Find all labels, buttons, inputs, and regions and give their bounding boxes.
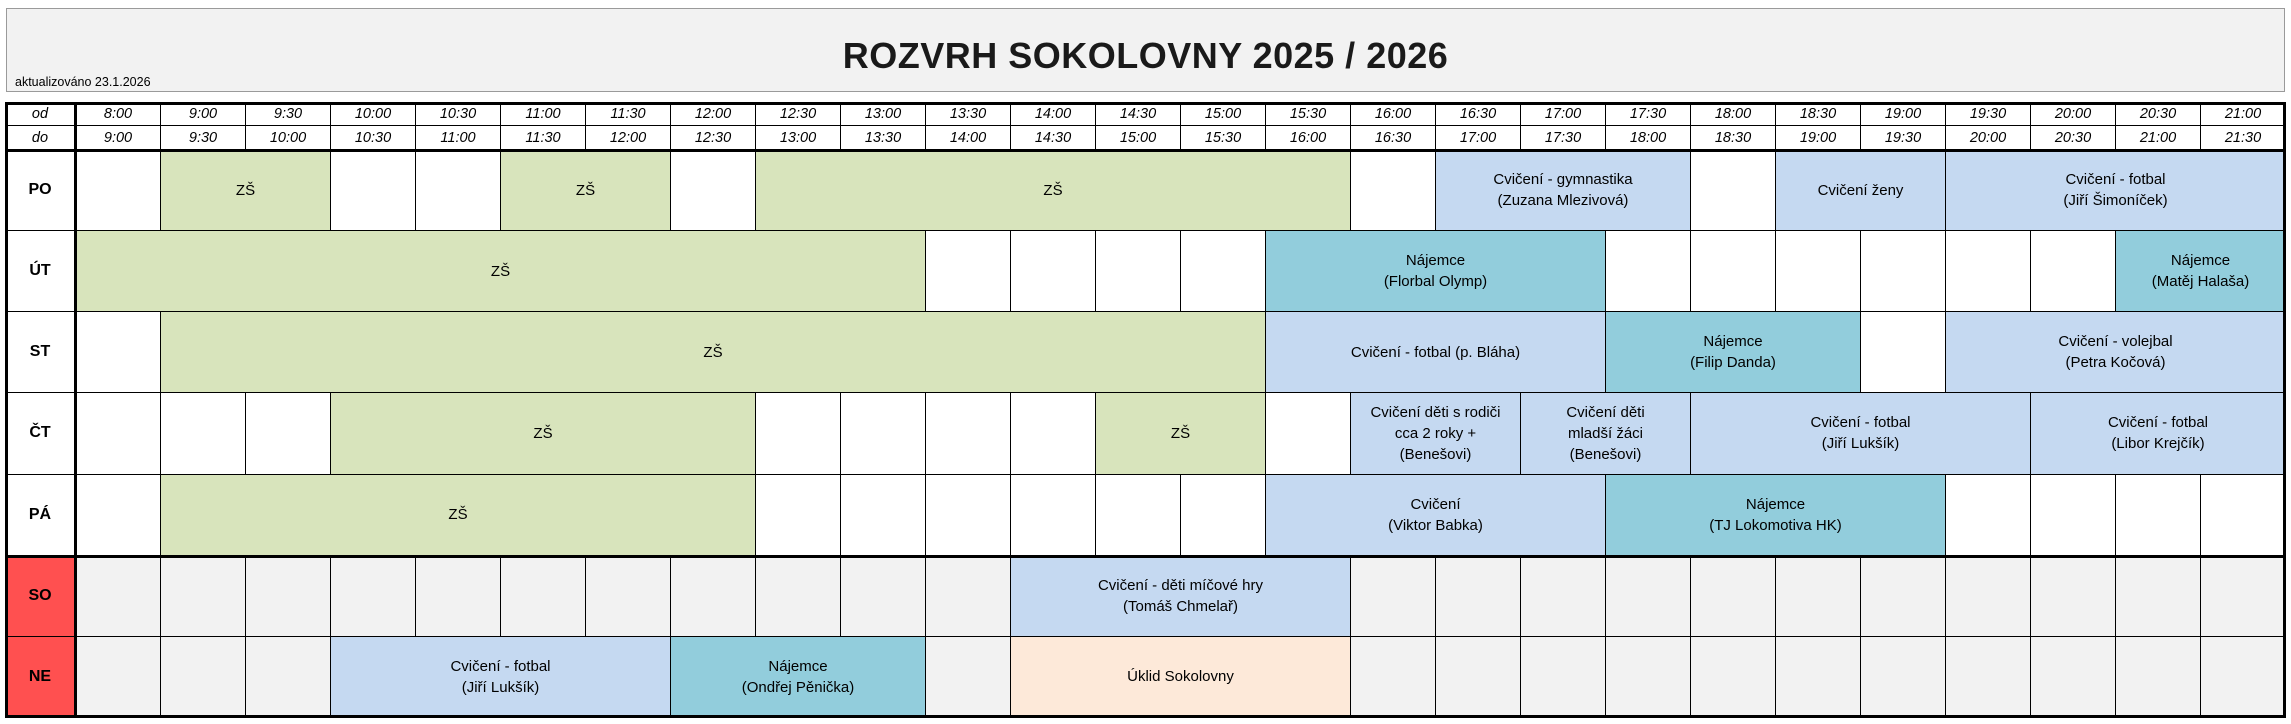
time-od-cell: 13:30 [926,102,1011,126]
time-od-cell: 16:30 [1436,102,1521,126]
empty-slot[interactable] [1861,556,1946,637]
empty-slot[interactable] [1606,556,1691,637]
time-od-cell: 11:30 [586,102,671,126]
activity-block[interactable]: ZŠ [501,150,671,231]
empty-slot[interactable] [2031,556,2116,637]
empty-slot[interactable] [161,556,246,637]
empty-slot[interactable] [2031,637,2116,718]
time-od-cell: 19:00 [1861,102,1946,126]
empty-slot[interactable] [671,556,756,637]
activity-block[interactable]: Cvičení (Viktor Babka) [1266,475,1606,556]
header-separator [5,149,2286,152]
time-od-cell: 15:00 [1181,102,1266,126]
empty-slot[interactable] [1266,393,1351,474]
empty-slot[interactable] [1181,475,1266,556]
time-do-cell: 16:00 [1266,126,1351,150]
time-od-cell: 20:30 [2116,102,2201,126]
time-do-cell: 11:30 [501,126,586,150]
time-od-cell: 18:00 [1691,102,1776,126]
time-do-cell: 15:30 [1181,126,1266,150]
time-do-cell: 13:00 [756,126,841,150]
time-od-cell: 16:00 [1351,102,1436,126]
empty-slot[interactable] [756,556,841,637]
empty-slot[interactable] [926,637,1011,718]
activity-block[interactable]: ZŠ [1096,393,1266,474]
time-row-label-do: do [5,126,76,150]
day-label-2: ST [5,312,76,393]
time-od-cell: 13:00 [841,102,926,126]
empty-slot[interactable] [1436,556,1521,637]
empty-slot[interactable] [926,231,1011,312]
empty-slot[interactable] [2116,556,2201,637]
time-od-cell: 10:00 [331,102,416,126]
time-do-cell: 9:30 [161,126,246,150]
empty-slot[interactable] [1351,150,1436,231]
time-od-cell: 14:00 [1011,102,1096,126]
schedule-grid [5,102,2286,718]
time-od-cell: 19:30 [1946,102,2031,126]
empty-slot[interactable] [756,475,841,556]
empty-slot[interactable] [1011,475,1096,556]
time-od-cell: 20:00 [2031,102,2116,126]
frame-left [5,102,8,718]
time-od-cell: 15:30 [1266,102,1351,126]
empty-slot[interactable] [76,150,161,231]
time-do-cell: 17:30 [1521,126,1606,150]
empty-slot[interactable] [246,637,331,718]
time-od-cell: 9:00 [161,102,246,126]
empty-slot[interactable] [2031,475,2116,556]
time-do-cell: 14:30 [1011,126,1096,150]
empty-slot[interactable] [1351,637,1436,718]
time-do-cell: 10:30 [331,126,416,150]
activity-block[interactable]: ZŠ [331,393,756,474]
empty-slot[interactable] [76,312,161,393]
empty-slot[interactable] [1436,637,1521,718]
frame-top [5,102,2286,105]
time-do-cell: 20:00 [1946,126,2031,150]
empty-slot[interactable] [1861,312,1946,393]
activity-block[interactable]: ZŠ [76,231,926,312]
time-do-cell: 15:00 [1096,126,1181,150]
empty-slot[interactable] [926,393,1011,474]
weekend-separator [5,555,2286,558]
empty-slot[interactable] [2031,231,2116,312]
empty-slot[interactable] [76,637,161,718]
activity-block[interactable]: Cvičení děti s rodiči cca 2 roky + (Benešovi) [1351,393,1521,474]
day-label-6: NE [5,637,76,718]
empty-slot[interactable] [1861,231,1946,312]
empty-slot[interactable] [1946,556,2031,637]
activity-block[interactable]: ZŠ [161,150,331,231]
activity-block[interactable]: Cvičení - gymnastika (Zuzana Mlezivová) [1436,150,1691,231]
time-do-cell: 10:00 [246,126,331,150]
day-label-5: SO [5,556,76,637]
empty-slot[interactable] [76,556,161,637]
day-label-0: PO [5,150,76,231]
empty-slot[interactable] [246,393,331,474]
empty-slot[interactable] [2201,637,2286,718]
empty-slot[interactable] [331,556,416,637]
time-do-cell: 11:00 [416,126,501,150]
empty-slot[interactable] [1861,637,1946,718]
empty-slot[interactable] [841,556,926,637]
activity-block[interactable]: ZŠ [161,475,756,556]
activity-block[interactable]: Cvičení ženy [1776,150,1946,231]
time-od-cell: 9:30 [246,102,331,126]
empty-slot[interactable] [1011,231,1096,312]
time-od-cell: 12:00 [671,102,756,126]
activity-block[interactable]: Cvičení - fotbal (Libor Krejčík) [2031,393,2286,474]
time-do-cell: 13:30 [841,126,926,150]
activity-block[interactable]: Cvičení - fotbal (Jiří Šimoníček) [1946,150,2286,231]
empty-slot[interactable] [1946,475,2031,556]
empty-slot[interactable] [1776,556,1861,637]
empty-slot[interactable] [76,475,161,556]
activity-block[interactable]: Nájemce (Filip Danda) [1606,312,1861,393]
empty-slot[interactable] [416,150,501,231]
empty-slot[interactable] [671,150,756,231]
time-do-cell: 20:30 [2031,126,2116,150]
empty-slot[interactable] [1776,231,1861,312]
page-title: ROZVRH SOKOLOVNY 2025 / 2026 [842,35,1449,76]
empty-slot[interactable] [1946,231,2031,312]
activity-block[interactable]: Úklid Sokolovny [1011,637,1351,718]
time-do-cell: 18:30 [1691,126,1776,150]
time-od-cell: 10:30 [416,102,501,126]
empty-slot[interactable] [161,637,246,718]
time-do-cell: 21:30 [2201,126,2286,150]
activity-block[interactable]: Cvičení - volejbal (Petra Kočová) [1946,312,2286,393]
frame-right [2283,102,2286,718]
time-row-label-od: od [5,102,76,126]
empty-slot[interactable] [586,556,671,637]
time-do-cell: 16:30 [1351,126,1436,150]
empty-slot[interactable] [1946,637,2031,718]
time-od-cell: 18:30 [1776,102,1861,126]
day-label-4: PÁ [5,475,76,556]
time-od-cell: 14:30 [1096,102,1181,126]
activity-block[interactable]: Nájemce (Ondřej Pěnička) [671,637,926,718]
empty-slot[interactable] [1691,637,1776,718]
activity-block[interactable]: ZŠ [161,312,1266,393]
empty-slot[interactable] [1096,231,1181,312]
empty-slot[interactable] [841,475,926,556]
empty-slot[interactable] [2201,556,2286,637]
time-do-cell: 18:00 [1606,126,1691,150]
empty-slot[interactable] [756,393,841,474]
activity-block[interactable]: Cvičení - fotbal (p. Bláha) [1266,312,1606,393]
updated-date: aktualizováno 23.1.2026 [15,75,151,89]
empty-slot[interactable] [2116,475,2201,556]
time-od-cell: 17:30 [1606,102,1691,126]
empty-slot[interactable] [926,475,1011,556]
empty-slot[interactable] [2201,475,2286,556]
empty-slot[interactable] [1181,231,1266,312]
activity-block[interactable]: ZŠ [756,150,1351,231]
empty-slot[interactable] [1691,150,1776,231]
empty-slot[interactable] [1521,556,1606,637]
day-column-separator [74,102,77,718]
time-od-cell: 8:00 [76,102,161,126]
time-do-cell: 19:00 [1776,126,1861,150]
activity-block[interactable]: Nájemce (TJ Lokomotiva HK) [1606,475,1946,556]
time-od-cell: 21:00 [2201,102,2286,126]
empty-slot[interactable] [926,556,1011,637]
frame-bottom [5,715,2286,718]
day-label-1: ÚT [5,231,76,312]
empty-slot[interactable] [841,393,926,474]
empty-slot[interactable] [2116,637,2201,718]
empty-slot[interactable] [1776,637,1861,718]
empty-slot[interactable] [1606,231,1691,312]
time-do-cell: 21:00 [2116,126,2201,150]
empty-slot[interactable] [246,556,331,637]
time-od-cell: 17:00 [1521,102,1606,126]
empty-slot[interactable] [1351,556,1436,637]
activity-block[interactable]: Nájemce (Florbal Olymp) [1266,231,1606,312]
activity-block[interactable]: Cvičení - fotbal (Jiří Lukšík) [331,637,671,718]
empty-slot[interactable] [1606,637,1691,718]
empty-slot[interactable] [501,556,586,637]
time-do-cell: 12:00 [586,126,671,150]
empty-slot[interactable] [331,150,416,231]
activity-block[interactable]: Cvičení děti mladší žáci (Benešovi) [1521,393,1691,474]
empty-slot[interactable] [1691,556,1776,637]
time-do-cell: 14:00 [926,126,1011,150]
title-box [6,8,2285,92]
empty-slot[interactable] [416,556,501,637]
empty-slot[interactable] [1096,475,1181,556]
time-do-cell: 19:30 [1861,126,1946,150]
activity-block[interactable]: Nájemce (Matěj Halaša) [2116,231,2286,312]
time-do-cell: 9:00 [76,126,161,150]
empty-slot[interactable] [1521,637,1606,718]
time-do-cell: 17:00 [1436,126,1521,150]
time-od-cell: 12:30 [756,102,841,126]
empty-slot[interactable] [1011,393,1096,474]
time-do-cell: 12:30 [671,126,756,150]
activity-block[interactable]: Cvičení - fotbal (Jiří Lukšík) [1691,393,2031,474]
time-od-cell: 11:00 [501,102,586,126]
activity-block[interactable]: Cvičení - děti míčové hry (Tomáš Chmelař) [1011,556,1351,637]
day-label-3: ČT [5,393,76,474]
empty-slot[interactable] [1691,231,1776,312]
empty-slot[interactable] [161,393,246,474]
empty-slot[interactable] [76,393,161,474]
